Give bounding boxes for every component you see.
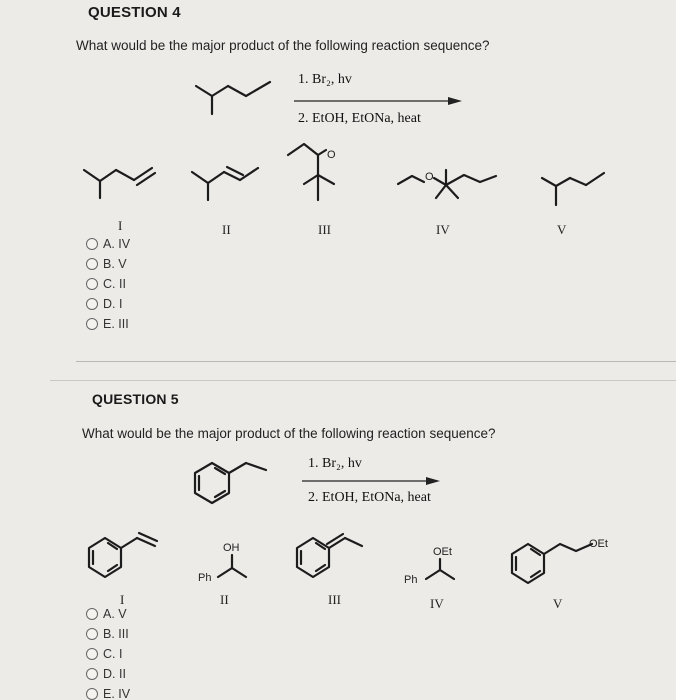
q5-condition-step2: 2. EtOH, EtONa, heat bbox=[308, 490, 431, 505]
radio-icon[interactable] bbox=[86, 688, 98, 700]
q5-iv-oet-label: OEt bbox=[433, 546, 452, 558]
q4-iv-oxygen-label: O bbox=[425, 171, 434, 183]
q4-label-ii: II bbox=[222, 222, 231, 237]
radio-icon[interactable] bbox=[86, 668, 98, 680]
q5-option-d[interactable] bbox=[86, 664, 130, 684]
q4-label-iv: IV bbox=[436, 222, 450, 237]
q5-option-c-label: C. I bbox=[103, 647, 123, 661]
q4-label-i: I bbox=[118, 218, 123, 233]
q5-title: QUESTION 5 bbox=[92, 391, 179, 407]
q5-label-i: I bbox=[120, 592, 125, 607]
q4-condition-step1: 1. Br₂, hv bbox=[298, 72, 352, 87]
q4-prompt: What would be the major product of the following reaction sequence? bbox=[76, 38, 490, 53]
radio-icon[interactable] bbox=[86, 608, 98, 620]
q5-option-a[interactable] bbox=[86, 604, 130, 624]
q5-label-iv: IV bbox=[430, 596, 444, 611]
q5-prompt: What would be the major product of the following reaction sequence? bbox=[82, 426, 496, 441]
q4-option-b-label: B. V bbox=[103, 257, 127, 271]
q5-option-c[interactable] bbox=[86, 644, 130, 664]
q4-option-c-label: C. II bbox=[103, 277, 126, 291]
q4-option-a-label: A. IV bbox=[103, 237, 131, 251]
q5-option-e[interactable] bbox=[86, 684, 130, 700]
q5-ii-ph-label: Ph bbox=[198, 572, 212, 584]
q4-title: QUESTION 4 bbox=[88, 4, 181, 21]
q5-options bbox=[86, 604, 130, 700]
q5-option-b-label: B. III bbox=[103, 627, 129, 641]
q5-option-e-label: E. IV bbox=[103, 687, 131, 700]
q5-label-v: V bbox=[553, 596, 563, 611]
q4-iii-oxygen-label: O bbox=[327, 149, 336, 161]
q5-option-d-label: D. II bbox=[103, 667, 126, 681]
q5-option-b[interactable] bbox=[86, 624, 130, 644]
radio-icon[interactable] bbox=[86, 648, 98, 660]
radio-icon[interactable] bbox=[86, 628, 98, 640]
q5-label-ii: II bbox=[220, 592, 229, 607]
q5-ii-oh-label: OH bbox=[223, 542, 240, 554]
q5-option-a-label: A. V bbox=[103, 607, 127, 621]
q5-condition-step1: 1. Br₂, hv bbox=[308, 456, 362, 471]
q5-iv-ph-label: Ph bbox=[404, 574, 418, 586]
q4-label-v: V bbox=[557, 222, 567, 237]
q4-label-iii: III bbox=[318, 222, 331, 237]
q4-condition-step2: 2. EtOH, EtONa, heat bbox=[298, 111, 421, 126]
q5-label-iii: III bbox=[328, 592, 341, 607]
q5-v-oet-label: OEt bbox=[589, 538, 608, 550]
q4-option-e-label: E. III bbox=[103, 317, 129, 331]
q4-option-d-label: D. I bbox=[103, 297, 123, 311]
